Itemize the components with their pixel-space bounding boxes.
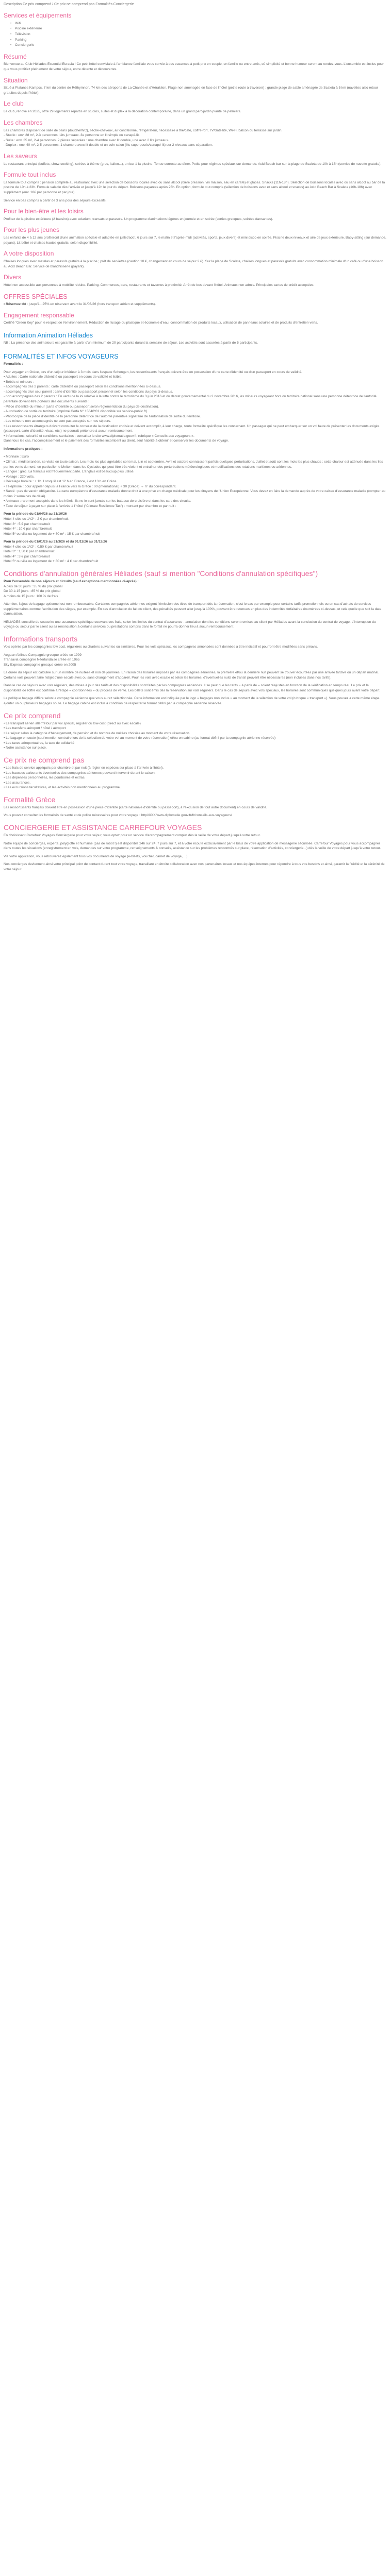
service-item: • Piscine extérieure xyxy=(15,26,387,32)
services-title: Services et équipements xyxy=(4,12,72,20)
section-text: Le club, rénové en 2025, offre 29 logements répartis en studios, suites et duplex à la décoration contemporaine, dans un grand parc/jardin planté de palmiers. xyxy=(4,110,241,114)
conciergerie-title: CONCIERGERIE ET ASSISTANCE CARREFOUR VOYAGES xyxy=(4,823,202,832)
engagement-text: Certifié "Green Key" pour le respect de l'environnement. Réduction de l'usage du plastique et économie d'eau, consommation de produits locaux, utilisation de panneaux solaires et de produits d'entretien verts. xyxy=(4,321,318,325)
list-item: • Les hausses carburants éventuelles des compagnies aériennes pouvant intervenir durant le saison. xyxy=(4,771,156,775)
section-text: Service en bas compris à partir de 3 ans pour des séjours excessifs. xyxy=(4,198,107,202)
tax-period: Pour la période du 01/01/26 au 31/3/26 et du 01/11/26 au 31/12/26 xyxy=(4,540,107,544)
info-line: • Téléphone : pour appeler depuis la France vers la Grèce : 00 (international) + 30 (Grèce) → n° du correspondant. xyxy=(4,484,176,488)
formalites-heading: Formalités : xyxy=(4,362,23,366)
service-item: • Wifi xyxy=(15,21,387,27)
formalites-line: • Les ressortissants étrangers doivent consulter le consulat de la destination choisie et doivent accomplir, à leur charge, toute formalité spécifique les concernant. Un passager qui ne peut embarquer sur un vol faute de présenter les documents exigés (passeport, carte d'identité, visas, etc.) ne pourrait prétendre à aucun remboursement. xyxy=(4,424,380,433)
info-line: • Monnaie : Euro xyxy=(4,455,29,459)
formalites-line: - Pièce d'identité du mineur (carte d'identité ou passeport selon réglementation du pays de destination). xyxy=(4,404,159,409)
tax-line: Hôtel 4 clés ou 1*/2* : 0,50 € par chambre/nuit xyxy=(4,545,73,549)
info-line: • Santé : pas de vaccin obligatoire. La carte européenne d'assurance maladie donne droit à une prise en charge médicale pour les citoyens de l'Union Européenne. Vous devez en faire la demande auprès de votre caisse d'assurance maladie (compter au moins 2 semaines de délai). xyxy=(4,489,385,498)
tax-line: Hôtel 5* ou villa ou logement de + 80 m² : 15 € par chambre/nuit xyxy=(4,532,101,536)
section-title-jeunes: Pour les plus jeunes xyxy=(4,226,60,234)
airline-line: Transavia compagnie Néerlandaise créée en 1965 xyxy=(4,658,80,662)
formalites-line: - Les mineurs non accompagnés ne sont pas acceptés sur nos séjours. xyxy=(4,419,111,423)
list-item: • Les taxes aéroportuaires, la taxe de solidarité xyxy=(4,741,75,745)
prix-ne-comprend-list xyxy=(4,766,387,790)
info-line: • Voltage : 220 volts. xyxy=(4,474,35,479)
conditions-bold: Pour l'ensemble de nos séjours et circuits (sauf exceptions mentionnées ci-après) : xyxy=(4,580,139,584)
conditions-line: A moins de 15 jours : 100 % de frais xyxy=(4,594,58,598)
info-line: • Climat : méditerranéen, se visite en toute saison. Les mois les plus agréables sont mai, juin et septembre. Avril et octobre connaissent parfois quelques perturbations. Juillet et août sont les mois les plus chauds : cette chaleur est atténuée dans les îles par les vents du nord, en particulier le Meltem dans les Cyclades qui peut être très violent et entraîner des perturbations météorologiques et modifications des rotations maritimes ou aériennes. xyxy=(4,460,383,469)
formalite-grece-title: Formalité Grèce xyxy=(4,795,56,804)
tax-line: Hôtel 4* : 3 € par chambre/nuit xyxy=(4,554,50,558)
section-text xyxy=(4,128,387,148)
section-title-resume: Résumé xyxy=(4,53,27,60)
animation-text: NB : La présence des animateurs est garantie à partir d'un minimum de 20 participants durant la semaine de séjour. Les activités sont assurées à partir de 5 participants. xyxy=(4,341,258,345)
list-item: • Les dépenses personnelles, les pourboires et extras. xyxy=(4,776,86,780)
section-title-divers: Divers xyxy=(4,274,22,281)
transport-text: La durée du séjour est calculée sur un nombre de nuitées et non de journées. En raison des horaires imposés par les compagnies aériennes, la première et/ou la dernière nuit peuvent se trouver écourtées par une arrivée tardive ou un départ matinal. Certains vols peuvent faire l'objet d'une escale avec ou sans changement d'appareil. Pour les vols avec escale et selon les horaires, d'éventuelles nuits de transit peuvent être nécessaires (non incluses dans nos tarifs). xyxy=(4,671,379,680)
conditions-line: A plus de 30 jours : 35 % du prix global xyxy=(4,584,62,588)
section-title-club: Le club xyxy=(4,100,24,108)
section-text: Situé à Platanes Kampos, 7 km du centre de Réthymnon, 74 km des aéroports de La Chanée et d'Héraklion. Plage non aménagée en face de l'hôtel (petite route à traverser) ; grande plage de sable aménagée de Scaleta à 5 km (navettes also retour gratuites depuis l'hôtel). xyxy=(4,86,378,95)
formalite-grece-text: Les ressortissants français doivent être en possession d'une pièce d'identité (carte nationale d'identité ou passeport), à l'exclusion de tout autre document) en cours de validité. xyxy=(4,805,267,809)
formalites-title: FORMALITÉS ET INFOS VOYAGEURS xyxy=(4,352,119,360)
list-item: • Notre assistance sur place. xyxy=(4,746,47,750)
formalites-line: - accompagnés d'un seul parent : carte d'identité ou passeport personnel selon les conditions du pays ci-dessus. xyxy=(4,389,173,394)
conditions-text: HÉLIADES conseille de souscrire une assurance spécifique couvrant ces frais, selon les limites du contrat d'assurance - annulation dont les conditions seront remises au client par Héliades avant la conclusion du contrat de voyage. L'interruption du voyage ou séjour par le client ou sa renonciation à certains services ou prestations compris dans le forfait ne pourra donner lieu à aucun remboursement. xyxy=(4,620,376,629)
section-title-saveurs: Les saveurs xyxy=(4,152,37,160)
transport-title: Informations transports xyxy=(4,634,78,643)
tax-block xyxy=(4,539,387,564)
chambres-line: - Studio : env. 28 m², 2-3 personnes, Lits jumeaux. 3e personne en lit simple ou canapé-lit. xyxy=(4,133,140,138)
section-text: Les enfants de 4 à 12 ans profiteront d'une animation spéciale et adaptée en juillet/août, 6 jours sur 7, le matin et l'après-midi (activités, sports, jeux divers) et mini disco en soirée. Piscine deux-niveaux et aire de jeux extérieure. Baby-sitting (sur demande, payant). Lit bébé et chaises hautes gratuits, selon disponibilité. xyxy=(4,236,386,245)
service-item: • Conciergerie xyxy=(15,43,387,48)
transport-text: La politique bagage diffère selon la compagnie aérienne que vous aurez sélectionnée. Cette information est indiquée par le logo « bagages non inclus » au moment de la sélection de votre vol (rubrique « transport »). Vous pouvez à cette même étape ajouter un ou plusieurs bagages soute. Le bagage cabine est inclus à condition de respecter le format défini par la compagnie aérienne réservée. xyxy=(4,697,380,705)
service-item: • Télévision xyxy=(15,32,387,38)
engagement-title: Engagement responsable xyxy=(4,311,74,319)
formalite-grece-text: Vous pouvez consulter les formalités de santé et de police nécessaires pour votre voyage : http//XXX/www.diplomatie.gouv.fr/fr/conseils-aux-voyageurs/ xyxy=(4,814,232,818)
tax-line: Hôtel 4* : 10 € par chambre/nuit xyxy=(4,527,52,531)
formalites-line: • Bébés et mineurs : xyxy=(4,380,35,384)
list-item: • Les transferts aéroport / hôtel / aéroport xyxy=(4,726,66,731)
offres-rest: : jusqu'à - 25% en réservant avant le 31/03/26 (hors transport aérien et suppléments). xyxy=(26,302,156,306)
section-text: Chaises longues avec matelas et parasols gratuits à la piscine ; prêt de serviettes (caution 10 €, changement en cours de séjour 2 €). Sur la plage de Scaleta, chaises longues et parasols gratuits avec consommation minimale d'un café ou d'une boisson au Acid Beach Bar. Service de blanchisserie (payant). xyxy=(4,260,383,268)
conditions-text: Attention, l'ajout de bagage optionnel est non remboursable. Certaines compagnies aériennes exigent l'émission des titres de transport dès la réservation, c'est le cas par exemple pour certains tarifs promotionnels ou en cas d'achats de services supplémentaires comme l'attribution des sièges, par exemple. En cas d'annulation du fait du client, des pénalités peuvent aller jusqu'à 100%, pouvant être retenues en plus des indemnités forfaitaires énumérées ci-dessus, et cela quelle que soit la date d'annulation. xyxy=(4,602,382,616)
section-text: Le restaurant principal (buffets, show-cooking), soirées à thème (grec, italien...), un bar à la piscine. Tenue correcte au dîner. Petits pour régimes spéciaux sur demande. Acid Beach bar sur la plage de Scaleta de 10h à 18h (service de navette gratuite). xyxy=(4,162,382,166)
tax-line: Hôtel 5* ou villa ou logement de + 80 m² : 4 € par chambre/nuit xyxy=(4,560,99,564)
section-text: Profitez de la piscine extérieure (2 bassins) avec solarium, transats et parasols. Un programme d'animations légères en journée et en soirée (sorties grecques, soirées dansantes). xyxy=(4,217,273,221)
section-text: La formule tout compris : pension complète au restaurant avec une sélection de boissons locales avec ou sans alcool (bière pression, vin maison, eau en carafe) et glaces. Snacks (11h-18h). Sélection de boissons locales avec ou sans alcool au bar de la piscine de 10h à 23h. Formule valable dès l'arrivée et jusqu'à 12h le jour du départ. Boissons payantes après 23h. En option, formule tout compris (sélection de boissons avec et sans alcool et snacks) au Acid Beach Bar à Scaleta (10h-18h) avec supplément (env. 18€ par personne et par jour). xyxy=(4,180,385,195)
formalites-line: - Photocopie de la pièce d'identité de la personne détentrice de l'autorité parentale signataire de l'autorisation de sortie du territoire. xyxy=(4,414,201,418)
formalites-line: • Adultes : Carte nationale d'identité ou passeport en cours de validité et lisible. xyxy=(4,375,123,379)
conciergerie-text: Nos concierges deviennent ainsi votre principal point de contact durant tout votre voyage, travaillant en étroite collaboration avec nos partenaires locaux et nos équipes internes pour répondre à tous vos besoins et ainsi, garantir la fluidité et la sérénité de votre séjour. xyxy=(4,862,385,871)
tax-line: Hôtel 3* : 5 € par chambre/nuit xyxy=(4,522,50,526)
info-line: • Taxe de séjour à payer sur place à l'arrivée à l'hôtel ("Climate Resilience Tax") : montant par chambre et par nuit : xyxy=(4,504,176,508)
conciergerie-text: Notre équipe de concierges, experte, polyglotte et humaine (pas de robot !) est disponible 24h sur 24, 7 jours sur 7, et à votre écoute exclusivement par le biais de votre application de messagerie sécurisée. Carrefour Voyages pour vous accompagner dans toutes les situations (enregistrement en vols, demandes sur votre programme, renseignements & conseils, assistance sur les problèmes rencontrés sur place, réservation d'activités, conciergerie...) dès la veille de votre départ jusqu'à votre retour. xyxy=(4,841,381,851)
info-line: • Décalage horaire : + 1h. Lorsqu'il est 12 h en France, il est 13 h en Grèce. xyxy=(4,480,118,484)
services-list xyxy=(4,21,387,48)
service-item: • Parking xyxy=(15,38,387,43)
transport-text: Dans le cas de séjours avec vols réguliers, des mises à jour des tarifs et des disponibilités sont faites par les compagnies aériennes. Il se peut que les tarifs « à partir de » soient réajustés en fonction de la vérification en temps réel. Le prix et la disponibilité de l'offre est confirmé à l'étape « coordonnées » du process de vente. Les billets sont émis dès la réservation sur vols réguliers. Dans le cas de séjours avec vols spéciaux, les horaires sont communiqués quelques jours avant votre départ. xyxy=(4,684,381,692)
tax-period: Pour la période du 01/04/26 au 31/10/26 xyxy=(4,512,67,516)
infos-block xyxy=(4,454,387,509)
tax-block xyxy=(4,512,387,536)
chambres-line: Les chambres disposent de salle de bains (douche/WC), sèche-cheveux, air conditionné, réfrigérateur, nécessaire à thé/café, coffre-fort, TV/Satellite, Wi-Fi, balcon ou terrasse sur jardin. xyxy=(4,128,283,132)
section-text: Bienvenue au Club Héliades Essential Eurasia ! Ce petit hôtel conviviale à l'ambiance familiale vous convie à des vacances à petit prix en couple, en famille ou entre amis, où simplicité et bonne humeur seront au rendez-vous. L'ensemble est inclus pour que vous profitiez pleinement de votre séjour, entre détente et découvertes. xyxy=(4,62,384,72)
offres-line xyxy=(4,302,387,307)
conciergerie-text: En choisissant Carrefour Voyages Conciergerie pour votre séjour, vous optez pour un service d'accompagnement complet dès la veille de votre départ jusqu'à votre retour. xyxy=(4,833,261,837)
section-title-bien-etre: Pour le bien-être et les loisirs xyxy=(4,208,84,215)
prix-comprend-list xyxy=(4,721,387,751)
tax-line: Hôtel 4 clés ou 1*/2* : 2 € par chambre/nuit xyxy=(4,517,69,521)
page xyxy=(0,0,391,880)
formalites-block xyxy=(4,370,387,444)
info-line: • Animaux : rarement acceptés dans les hôtels, ils ne le sont jamais sur les bateaux de croisière et dans les cars des circuits. xyxy=(4,499,191,503)
prix-comprend-title: Ce prix comprend xyxy=(4,711,61,720)
list-item: • Les excursions facultatives, et les activités non mentionnées au programme. xyxy=(4,786,121,790)
section-text: Hôtel non accessible aux personnes à mobilité réduite. Parking. Commerces, bars, restaurants et tavernes à proximité. Arrêt de bus devant l'hôtel. Animaux non admis. Principales cartes de crédit acceptées. xyxy=(4,283,315,287)
formalites-line: - Autorisation de sortie du territoire (imprimé Cerfa N° 15646*01 disponible sur service-public.fr). xyxy=(4,410,149,414)
transport-airlines xyxy=(4,653,387,668)
offres-bold: • Réservez tôt xyxy=(4,302,26,306)
prix-ne-comprend-title: Ce prix ne comprend pas xyxy=(4,755,85,764)
formalites-line: Pour voyager en Grèce, lors d'un séjour inférieur à 3 mois dans l'espace Schengen, les ressortissants français doivent être en possession d'une carte d'identité ou d'un passeport en cours de validité. xyxy=(4,370,302,374)
formalites-line: - non accompagnés des 2 parents : En vertu de la loi relative à la lutte contre le terrorisme du 3 juin 2016 et du décret gouvernemental du 2 novembre 2016, les mineurs voyageant hors du territoire national sans une personne détentrice de l'autorité parentale doivent être porteurs des documents suivants : xyxy=(4,395,377,403)
section-title-tout-inclus: Formule tout inclus xyxy=(4,171,56,179)
transport-text: Vols opérés par les compagnies low cost, régulières ou charters suivantes ou similaires. Pour les vols spéciaux, les compagnies annoncées sont données à titre indicatif et pourront être modifiées sans préavis. xyxy=(4,645,318,649)
formalites-line: • Informations, sécurité et conditions sanitaires : consultez le site www.diplomatie.gouv.fr, rubrique « Conseils aux voyageurs ». xyxy=(4,434,194,438)
list-item: • Les frais de service appliqués par chambre et par nuit (à régler en espèces sur place à l'arrivée à l'hôtel). xyxy=(4,766,164,770)
airline-line: Sky Express compagnie grecque créée en 2005 xyxy=(4,663,76,667)
section-title-chambres: Les chambres xyxy=(4,118,43,126)
tax-line: Hôtel 3* : 1,50 € par chambre/nuit xyxy=(4,550,55,554)
airline-line: Aegean Airlines Compagnie grecque créée en 1999 xyxy=(4,653,82,657)
section-title-disposition: A votre disposition xyxy=(4,250,54,258)
conditions-title: Conditions d'annulation générales Héliades (sauf si mention "Conditions d'annulation spécifiques") xyxy=(4,569,318,578)
infos-heading: Informations pratiques : xyxy=(4,447,43,451)
info-line: • Langue : grec. La français est fréquemment parlé. L'anglais est beaucoup plus utilisé. xyxy=(4,470,135,474)
formalites-line: - accompagnés des 2 parents : carte d'identité ou passeport selon les conditions mentionnées ci-dessus. xyxy=(4,385,161,389)
conditions-rates xyxy=(4,579,387,599)
chambres-line: - Suite : env. 35 m², 2-4 personnes. 2 pièces séparées : une chambre avec lit double, une avec 2 lits jumeaux. xyxy=(4,138,169,142)
list-item: • Les assurances. xyxy=(4,781,31,785)
animation-title: Information Animation Héliades xyxy=(4,331,93,339)
conciergerie-text: Via votre application, vous retrouverez également tous vos documents de voyage (e-billets, voucher, carnet de voyage, ...) xyxy=(4,854,188,858)
list-item: • Le séjour selon la catégorie d'hébergement, de pension et du nombre de nuitées choisies au moment de votre réservation. xyxy=(4,731,190,735)
conditions-line: De 30 à 15 jours : 85 % du prix global xyxy=(4,589,60,594)
formalites-line: Dans tous les cas, l'accomplissement et le paiement des formalités incombent au client, seul habilité à obtenir et conserver les documents de voyage. xyxy=(4,439,229,443)
list-item: • Le bagage en soute (sauf mention contraire lors de la sélection de votre vol au moment de votre réservation) et/ou en cabine (au format défini par la compagnie aérienne réservée) xyxy=(4,736,276,740)
tab-links-line: Description Ce prix comprend / Ce prix ne comprend pas Formalités Conciergerie xyxy=(4,3,134,6)
chambres-line: - Duplex : env. 40 m², 2-5 personnes. 1 chambre avec lit double et un coin salon (lits superposés/canapé-lit) sur 2 niveaux sans séparation. xyxy=(4,143,213,147)
section-title-situation: Situation xyxy=(4,76,28,84)
list-item: • Le transport aérien aller/retour par vol spécial, régulier ou low-cost (direct ou avec escale) xyxy=(4,721,141,725)
offres-title: OFFRES SPÉCIALES xyxy=(4,293,68,300)
